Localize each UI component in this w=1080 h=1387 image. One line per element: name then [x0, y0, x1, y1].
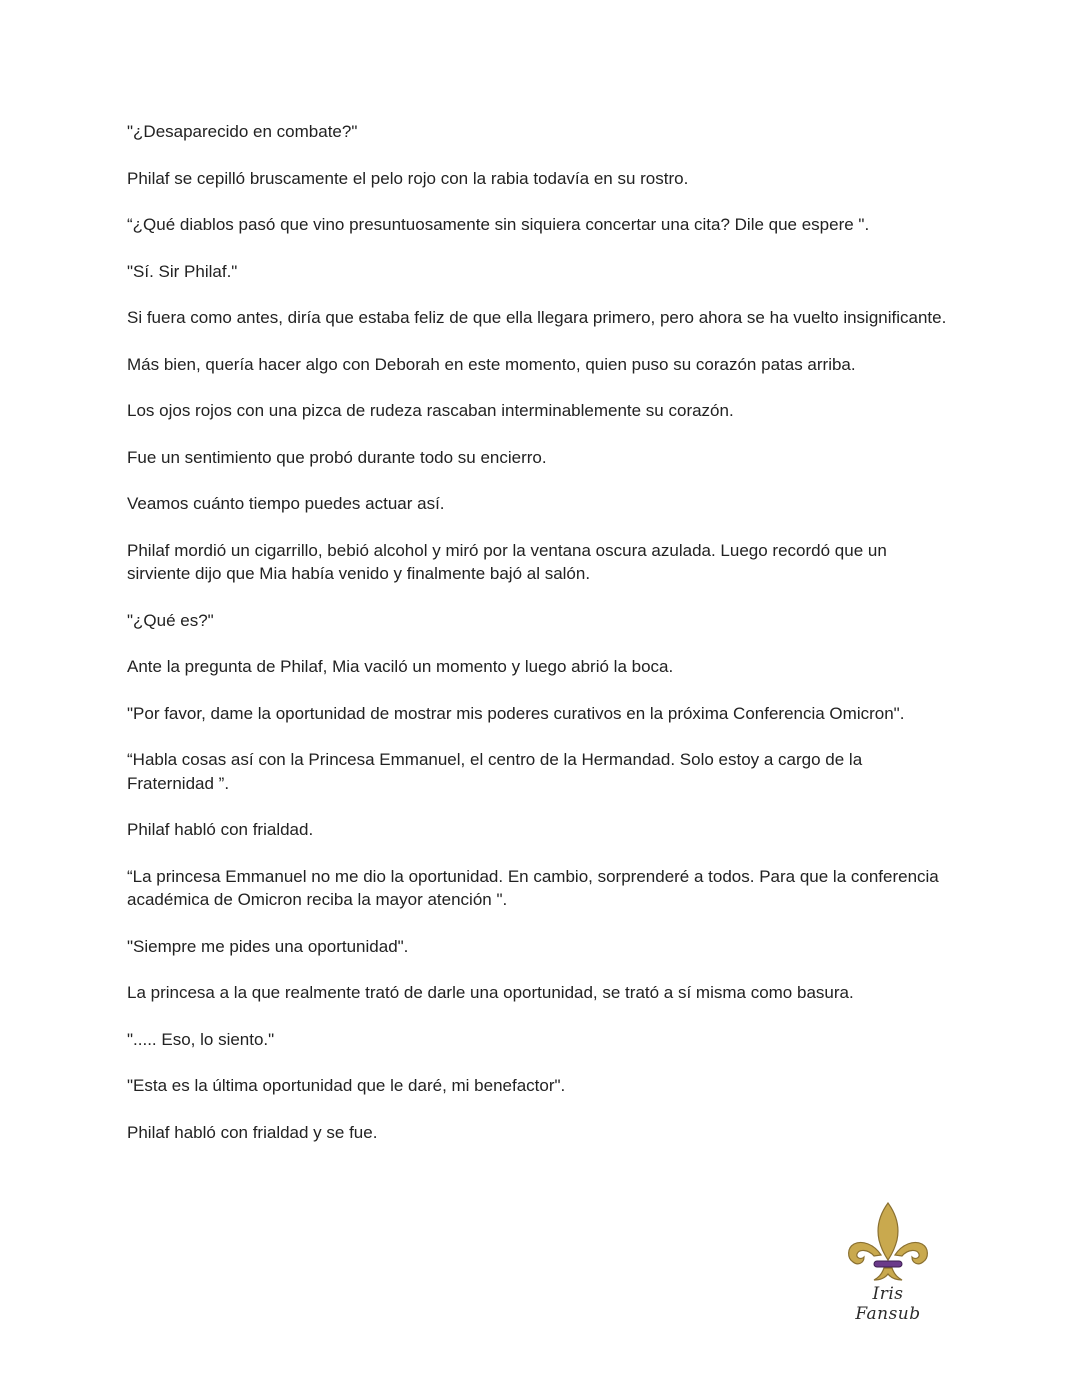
paragraph: La princesa a la que realmente trató de darle una oportunidad, se trató a sí misma como basura.: [127, 983, 854, 1002]
paragraph: “Habla cosas así con la Princesa Emmanuel, el centro de la Hermandad. Solo estoy a cargo de la Fraternidad ”.: [127, 750, 863, 793]
paragraph: "¿Desaparecido en combate?": [127, 122, 358, 141]
document-body: [127, 120, 947, 1167]
paragraph: Philaf mordió un cigarrillo, bebió alcohol y miró por la ventana oscura azulada. Luego recordó que un sirviente dijo que Mia había venido y finalmente bajó al salón.: [127, 540, 887, 583]
paragraph: "Por favor, dame la oportunidad de mostrar mis poderes curativos en la próxima Conferencia Omicron".: [127, 703, 905, 723]
paragraph: Philaf se cepilló bruscamente el pelo rojo con la rabia todavía en su rostro.: [127, 168, 689, 188]
paragraph: "Siempre me pides una oportunidad".: [127, 936, 409, 956]
paragraph: Fue un sentimiento que probó durante todo su encierro.: [127, 447, 547, 467]
logo-text: Iris Fansub: [855, 1284, 921, 1324]
paragraph: "..... Eso, lo siento.": [127, 1029, 275, 1049]
paragraph: Philaf habló con frialdad y se fue.: [127, 1122, 378, 1142]
paragraph: Los ojos rojos con una pizca de rudeza rascaban interminablemente su corazón.: [127, 401, 734, 420]
paragraph: "Esta es la última oportunidad que le daré, mi benefactor".: [127, 1076, 566, 1095]
paragraph: "Sí. Sir Philaf.": [127, 261, 238, 281]
paragraph: Ante la pregunta de Philaf, Mia vaciló un momento y luego abrió la boca.: [127, 657, 674, 676]
fleur-de-lis-icon: [844, 1200, 932, 1288]
paragraph: "¿Qué es?": [127, 610, 214, 630]
paragraph: “¿Qué diablos pasó que vino presuntuosamente sin siquiera concertar una cita? Dile que espere ".: [127, 215, 870, 234]
paragraph: Si fuera como antes, diría que estaba feliz de que ella llegara primero, pero ahora se ha vuelto insignificante.: [127, 308, 947, 327]
paragraph: Veamos cuánto tiempo puedes actuar así.: [127, 494, 445, 513]
paragraph: Más bien, quería hacer algo con Deborah en este momento, quien puso su corazón patas arriba.: [127, 354, 856, 374]
paragraph: “La princesa Emmanuel no me dio la oportunidad. En cambio, sorprenderé a todos. Para que la conferencia académica de Omicron reciba la mayor atención ".: [127, 866, 939, 909]
paragraph: Philaf habló con frialdad.: [127, 820, 314, 839]
fansub-logo: [838, 1200, 938, 1324]
